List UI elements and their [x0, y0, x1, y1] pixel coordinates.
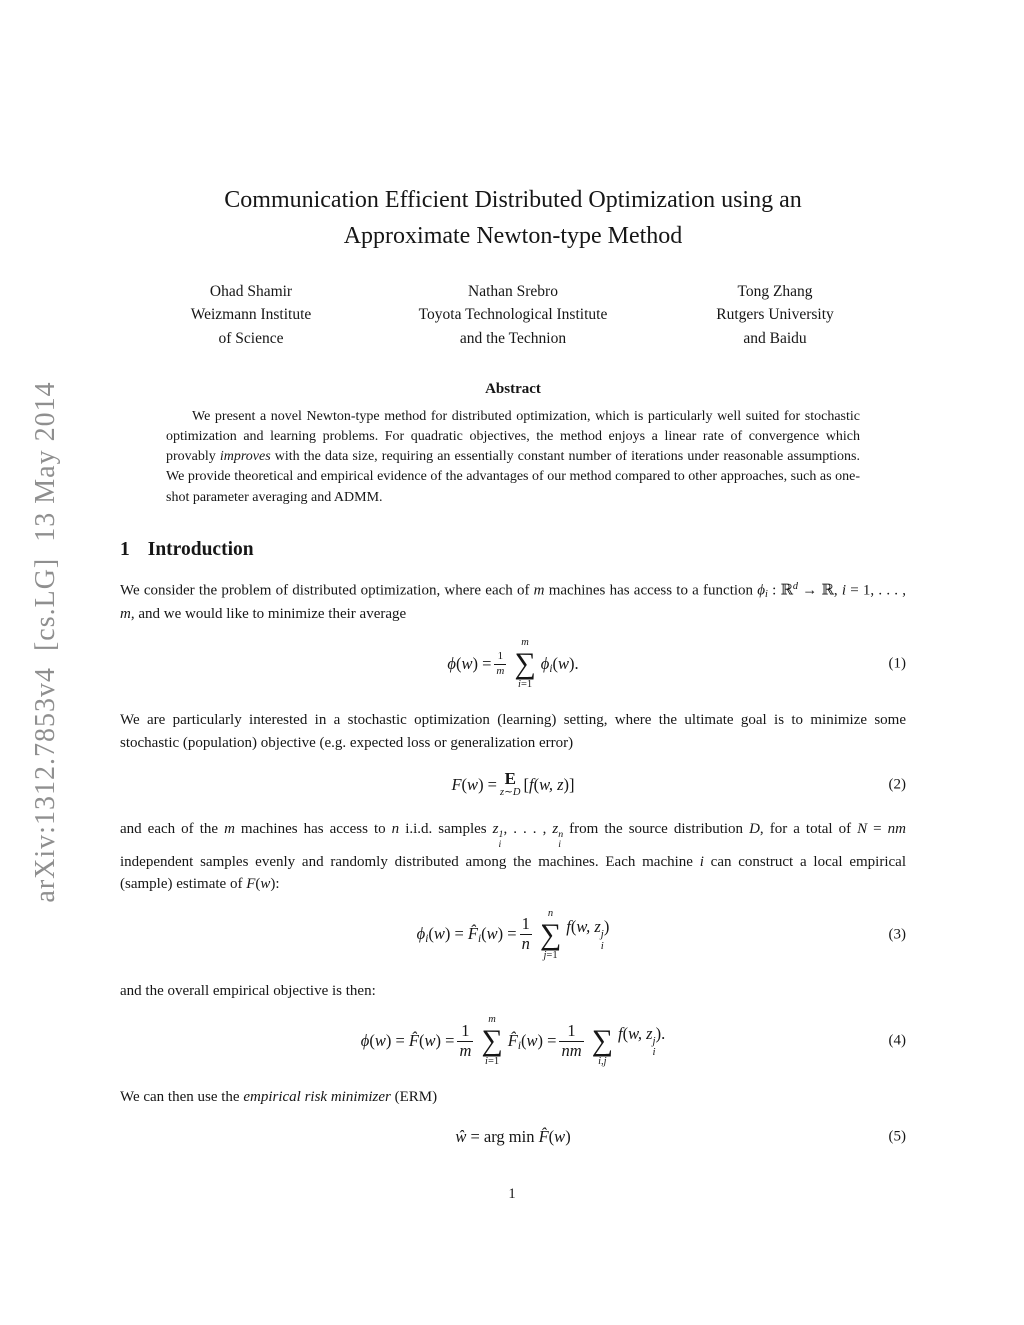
fraction-denominator: m: [459, 1040, 472, 1060]
equation-mid: F̂i(w) =: [507, 1030, 557, 1052]
paper-title: [120, 0, 906, 255]
fraction-numerator: 1: [461, 1020, 470, 1040]
fraction: [520, 915, 532, 954]
section-title: Introduction: [147, 539, 254, 561]
equation-body: [417, 908, 610, 962]
expectation-operator: [500, 770, 521, 800]
equation-rhs: ϕi(w).: [540, 653, 579, 675]
abstract-section: [120, 381, 906, 508]
fraction: [494, 650, 506, 677]
summation: [481, 1014, 502, 1068]
paragraph-3: and each of the m machines has access to n i.i.d. samples z 1 i , . . . , z n i from the source distribution D, for a total of N = nm independent samples evenly and randomly distributed among the machines. Each machine i can construct a local empirical (sample) estimate of F(w):: [120, 820, 906, 893]
equation-lhs: ϕ(w) = F̂(w) =: [360, 1031, 455, 1051]
paragraph-2: We are particularly interested in a stochastic optimization (learning) setting, where the ultimate goal is to minimize some stochastic (population) objective (e.g. expected loss or generalization error): [120, 712, 906, 751]
author-name: Tong Zhang: [737, 282, 813, 300]
author-block: [120, 280, 906, 351]
equation-number: (5): [888, 1128, 906, 1145]
equation-3: [120, 908, 906, 962]
equation-5: [120, 1127, 906, 1147]
equation-body: [455, 1127, 570, 1147]
author-affiliation-2: and Baidu: [743, 330, 807, 348]
section-heading: [120, 539, 906, 561]
paragraph-5: We can then use the empirical risk minimizer (ERM): [120, 1089, 438, 1106]
author-affiliation-2: of Science: [218, 330, 284, 348]
expectation-subscript: z∼D: [500, 787, 521, 799]
summation-lower-limit: j=1: [543, 949, 558, 961]
equation-number: (1): [888, 655, 906, 672]
arxiv-watermark: arXiv:1312.7853v4 [cs.LG] 13 May 2014: [30, 381, 61, 903]
paper-content: [120, 0, 906, 1147]
equation-2: [120, 770, 906, 800]
equation-4: [120, 1014, 906, 1068]
fraction-numerator: 1: [521, 914, 530, 934]
author-card: [644, 280, 906, 351]
equation-number: (2): [888, 776, 906, 793]
sigma-symbol: ∑: [591, 1024, 613, 1058]
summation-lower-limit: i=1: [518, 679, 533, 691]
author-affiliation-1: Weizmann Institute: [190, 306, 312, 324]
summation-upper-limit: n: [547, 907, 554, 919]
title-line-1: Communication Efficient Distributed Optimization using an: [224, 187, 802, 213]
author-affiliation-1: Rutgers University: [716, 306, 834, 324]
fraction-denominator: n: [521, 934, 530, 954]
fraction-denominator: m: [496, 664, 505, 677]
summation: [514, 637, 535, 691]
equation-body: [361, 1014, 665, 1068]
author-name: Ohad Shamir: [209, 282, 293, 300]
equation-rhs: [f(w, z)]: [523, 774, 575, 794]
equation-1: [120, 637, 906, 691]
abstract-text: We present a novel Newton-type method for distributed optimization, which is particularly well suited for stochastic optimization and learning problems. For quadratic objectives, the method enjoys a linear rate of convergence which provably improves with the data size, requiring an essentially constant number of iterations under reasonable assumptions. We provide theoretical and empirical evidence of the advantages of our method compared to other approaches, such as one-shot parameter averaging and ADMM.: [166, 408, 861, 505]
equation-number: (4): [888, 1032, 906, 1049]
summation-lower-limit: i=1: [485, 1056, 500, 1068]
equation-lhs: F(w) =: [451, 774, 497, 794]
author-card: [120, 280, 382, 351]
author-affiliation-1: Toyota Technological Institute: [418, 306, 608, 324]
abstract-heading: Abstract: [485, 380, 541, 397]
expectation-symbol: E: [504, 769, 516, 789]
equation-lhs: ŵ = arg min F̂(w): [455, 1126, 571, 1146]
equation-body: [447, 637, 578, 691]
sigma-symbol: ∑: [539, 917, 562, 951]
fraction-denominator: nm: [561, 1040, 582, 1060]
equation-rhs: f(w, z j i ).: [618, 1023, 666, 1059]
equation-body: [451, 770, 574, 800]
fraction: [559, 1022, 583, 1061]
paragraph-1: We consider the problem of distributed optimization, where each of m machines has access to a function ϕi : ℝ$^d$ → ℝ, i = 1, . . . , m, and we would like to minimize their average: [120, 581, 906, 622]
summation-upper-limit: m: [488, 1014, 496, 1026]
equation-number: (3): [888, 926, 906, 943]
summation: [592, 1014, 613, 1068]
section-number: 1: [120, 539, 130, 561]
paragraph-4: and the overall empirical objective is then:: [120, 982, 376, 999]
author-affiliation-2: and the Technion: [459, 330, 567, 348]
equation-lhs: ϕi(w) = F̂i(w) =: [416, 924, 517, 946]
sigma-symbol: ∑: [514, 647, 536, 681]
sigma-symbol: ∑: [481, 1024, 503, 1058]
fraction-numerator: 1: [567, 1020, 576, 1040]
summation-lower-limit: i,j: [598, 1056, 607, 1068]
equation-rhs: f(w, z j i ): [566, 917, 610, 952]
author-card: [382, 280, 644, 351]
author-name: Nathan Srebro: [468, 282, 558, 300]
summation: [540, 908, 561, 962]
equation-lhs: ϕ(w) =: [447, 654, 492, 674]
fraction-numerator: 1: [497, 650, 504, 663]
title-line-2: Approximate Newton-type Method: [343, 223, 683, 250]
page-number: 1: [508, 1186, 516, 1202]
fraction: [457, 1022, 473, 1061]
summation-upper-limit: m: [521, 637, 529, 649]
